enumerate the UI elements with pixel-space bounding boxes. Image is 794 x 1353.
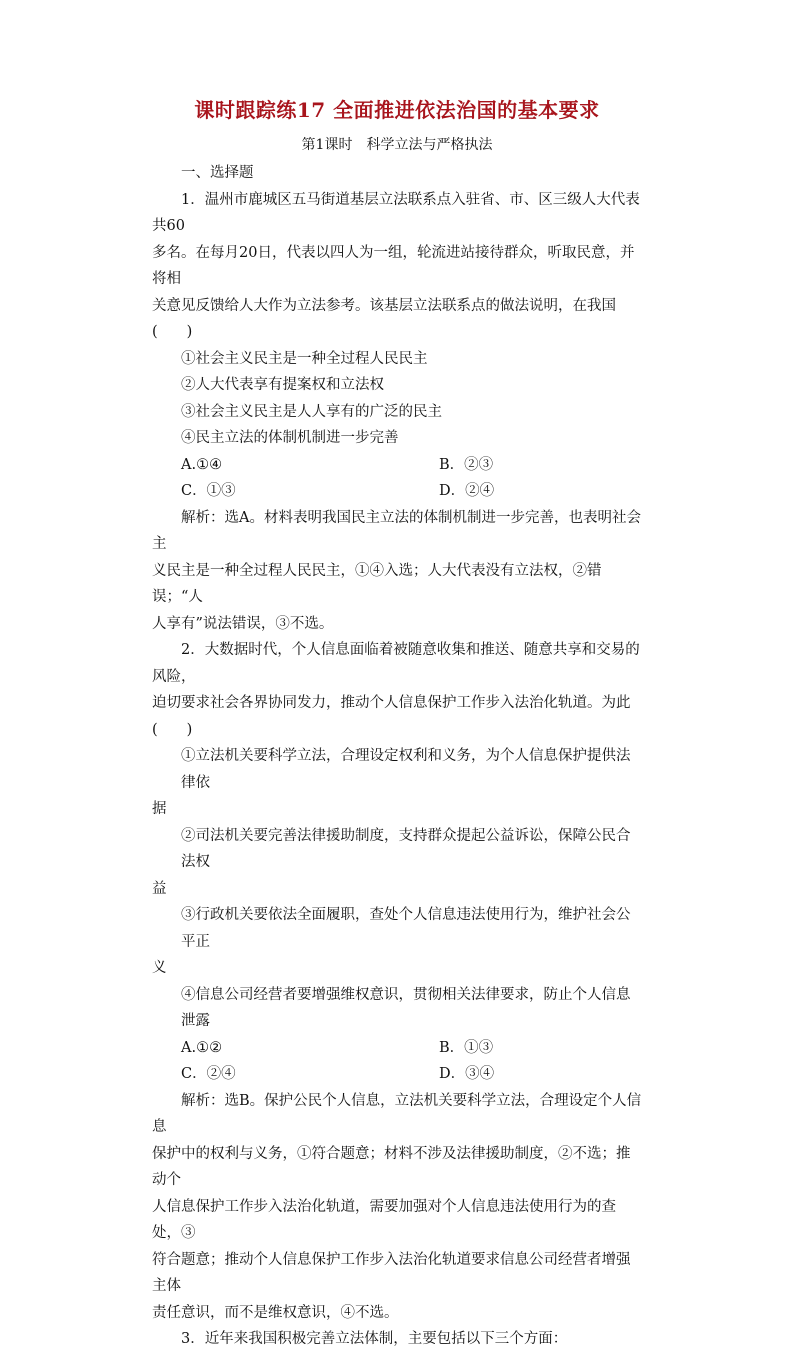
q2-choice-b: B．①③: [439, 1039, 494, 1056]
q2-statement-4: ④信息公司经营者要增强维权意识，贯彻相关法律要求，防止个人信息泄露: [181, 986, 631, 1029]
q2-answer-line-4: 符合题意；推动个人信息保护工作步入法治化轨道要求信息公司经营者增强主体: [152, 1251, 631, 1294]
q2-answer-line-2: 保护中的权利与义务，①符合题意；材料不涉及法律援助制度，②不选；推动个: [152, 1145, 631, 1188]
q2-statement-3-line-2: 义: [152, 960, 167, 976]
q2-choice-c: C．②④: [181, 1066, 236, 1082]
q1-stem-line-1: 1．温州市鹿城区五马街道基层立法联系点入驻省、市、区三级人大代表共60: [152, 191, 640, 234]
q2-choices-row-1: [152, 1035, 642, 1062]
page-title: 课时跟踪练17 全面推进依法治国的基本要求: [194, 98, 600, 122]
q1-answer-line-3: 人享有”说法错误，③不选。: [152, 615, 334, 632]
q2-statement-3-line-1: ③行政机关要依法全面履职，查处个人信息违法使用行为，维护社会公平正: [181, 907, 631, 950]
q2-statement-1-line-1: ①立法机关要科学立法，合理设定权利和义务，为个人信息保护提供法律依: [181, 748, 631, 791]
q1-statement-1: ①社会主义民主是一种全过程人民民主: [181, 350, 428, 367]
q1-stem-line-3: 关意见反馈给人大作为立法参考。该基层立法联系点的做法说明，在我国( ): [152, 297, 616, 340]
q1-answer-line-1: 解析：选A。材料表明我国民主立法的体制机制进一步完善，也表明社会主: [152, 509, 641, 552]
q2-statement-2-line-1: ②司法机关要完善法律援助制度，支持群众提起公益诉讼，保障公民合法权: [181, 827, 631, 870]
q1-choice-c: C．①③: [181, 483, 236, 499]
q1-choices-row-2: [152, 478, 642, 505]
q1-choice-a: A.①④: [181, 456, 223, 473]
q2-choice-a: A.①②: [181, 1039, 223, 1056]
q1-choice-b: B．②③: [439, 456, 494, 473]
q1-statement-3: ③社会主义民主是人人享有的广泛的民主: [181, 403, 442, 420]
q2-statement-2-line-2: 益: [152, 880, 167, 897]
q2-choices-row-2: [152, 1061, 642, 1088]
q1-choices-row-1: [152, 452, 642, 479]
q1-stem-line-2: 多名。在每月20日，代表以四人为一组，轮流进站接待群众，听取民意，并将相: [152, 244, 635, 287]
q2-answer-line-1: 解析：选B。保护公民个人信息，立法机关要科学立法，合理设定个人信息: [152, 1092, 642, 1135]
q2-stem-line-2: 迫切要求社会各界协同发力，推动个人信息保护工作步入法治化轨道。为此( ): [152, 695, 631, 738]
q2-statement-1-line-2: 据: [152, 801, 167, 817]
q2-choice-d: D．③④: [439, 1066, 495, 1082]
q3-stem-line-1: 3．近年来我国积极完善立法体制，主要包括以下三个方面：: [181, 1331, 568, 1347]
page-subtitle: 第1课时 科学立法与严格执法: [301, 137, 493, 153]
q1-answer-line-2: 义民主是一种全过程人民民主，①④入选；人大代表没有立法权，②错误；“人: [152, 562, 602, 605]
q1-choice-d: D．②④: [439, 483, 495, 499]
q1-statement-4: ④民主立法的体制机制进一步完善: [181, 430, 399, 446]
q1-statement-2: ②人大代表享有提案权和立法权: [181, 377, 384, 393]
section-heading: 一、选择题: [181, 165, 254, 181]
q2-answer-line-3: 人信息保护工作步入法治化轨道，需要加强对个人信息违法使用行为的查处，③: [152, 1198, 616, 1241]
q2-answer-line-5: 责任意识，而不是维权意识，④不选。: [152, 1304, 399, 1321]
document-body: [152, 160, 642, 1353]
q2-stem-line-1: 2．大数据时代，个人信息面临着被随意收集和推送、随意共享和交易的风险，: [152, 642, 640, 685]
